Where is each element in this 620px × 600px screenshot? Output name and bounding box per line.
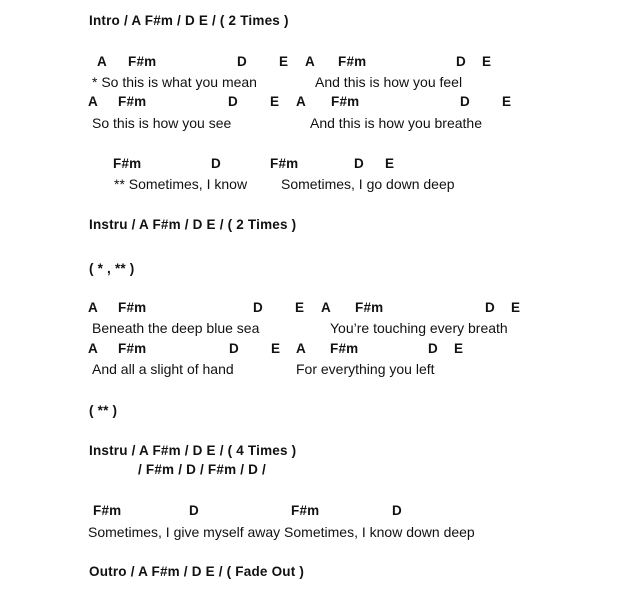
lyric: And this is how you breathe — [310, 115, 482, 131]
chord: D — [237, 54, 247, 69]
chord: F#m — [338, 54, 367, 69]
chord: A — [305, 54, 315, 69]
lyric: ** Sometimes, I know — [114, 176, 248, 192]
chord: D — [456, 54, 466, 69]
lyric: * So this is what you mean — [92, 74, 257, 90]
lyric: And this is how you feel — [315, 74, 463, 90]
lyric: Beneath the deep blue sea — [92, 320, 260, 336]
chord: F#m — [118, 94, 147, 109]
chord: A — [321, 300, 331, 315]
lyric: So this is how you see — [92, 115, 232, 131]
repeat-marker: ( ** ) — [89, 403, 118, 418]
chord: E — [270, 94, 280, 109]
chord: D — [211, 156, 221, 171]
lyric: And all a slight of hand — [92, 361, 234, 377]
outro-line: Outro / A F#m / D E / ( Fade Out ) — [89, 564, 305, 579]
chord: A — [88, 341, 98, 356]
chord: D — [428, 341, 438, 356]
instrumental-line: Instru / A F#m / D E / ( 4 Times ) — [89, 443, 297, 458]
lyric: For everything you left — [296, 361, 435, 377]
chord: A — [97, 54, 107, 69]
lyric: You’re touching every breath — [330, 320, 508, 336]
chord: A — [88, 94, 98, 109]
chord: F#m — [330, 341, 359, 356]
chord: F#m — [355, 300, 384, 315]
instrumental-line: Instru / A F#m / D E / ( 2 Times ) — [89, 217, 297, 232]
chord: E — [385, 156, 395, 171]
chord: D — [460, 94, 470, 109]
chord: D — [253, 300, 263, 315]
chord: D — [392, 503, 402, 518]
repeat-marker: ( * , ** ) — [89, 261, 135, 276]
chord: D — [189, 503, 199, 518]
lyric: Sometimes, I go down deep — [281, 176, 455, 192]
chord: D — [354, 156, 364, 171]
chord: F#m — [331, 94, 360, 109]
chord: F#m — [291, 503, 320, 518]
intro-line: Intro / A F#m / D E / ( 2 Times ) — [89, 13, 289, 28]
lyric: Sometimes, I give myself away Sometimes, I know down deep — [88, 524, 475, 540]
chord: F#m — [118, 300, 147, 315]
chord: F#m — [118, 341, 147, 356]
chord: D — [228, 94, 238, 109]
chord: E — [295, 300, 305, 315]
chord: E — [454, 341, 464, 356]
chord: A — [296, 94, 306, 109]
chord: D — [229, 341, 239, 356]
chord: F#m — [113, 156, 142, 171]
chord: E — [271, 341, 281, 356]
chord: E — [511, 300, 521, 315]
chord: A — [88, 300, 98, 315]
instrumental-line: / F#m / D / F#m / D / — [138, 462, 266, 477]
chord: E — [482, 54, 492, 69]
chord: F#m — [128, 54, 157, 69]
chord: A — [296, 341, 306, 356]
chord: E — [279, 54, 289, 69]
chord: F#m — [93, 503, 122, 518]
chord: E — [502, 94, 512, 109]
chord: F#m — [270, 156, 299, 171]
chord: D — [485, 300, 495, 315]
